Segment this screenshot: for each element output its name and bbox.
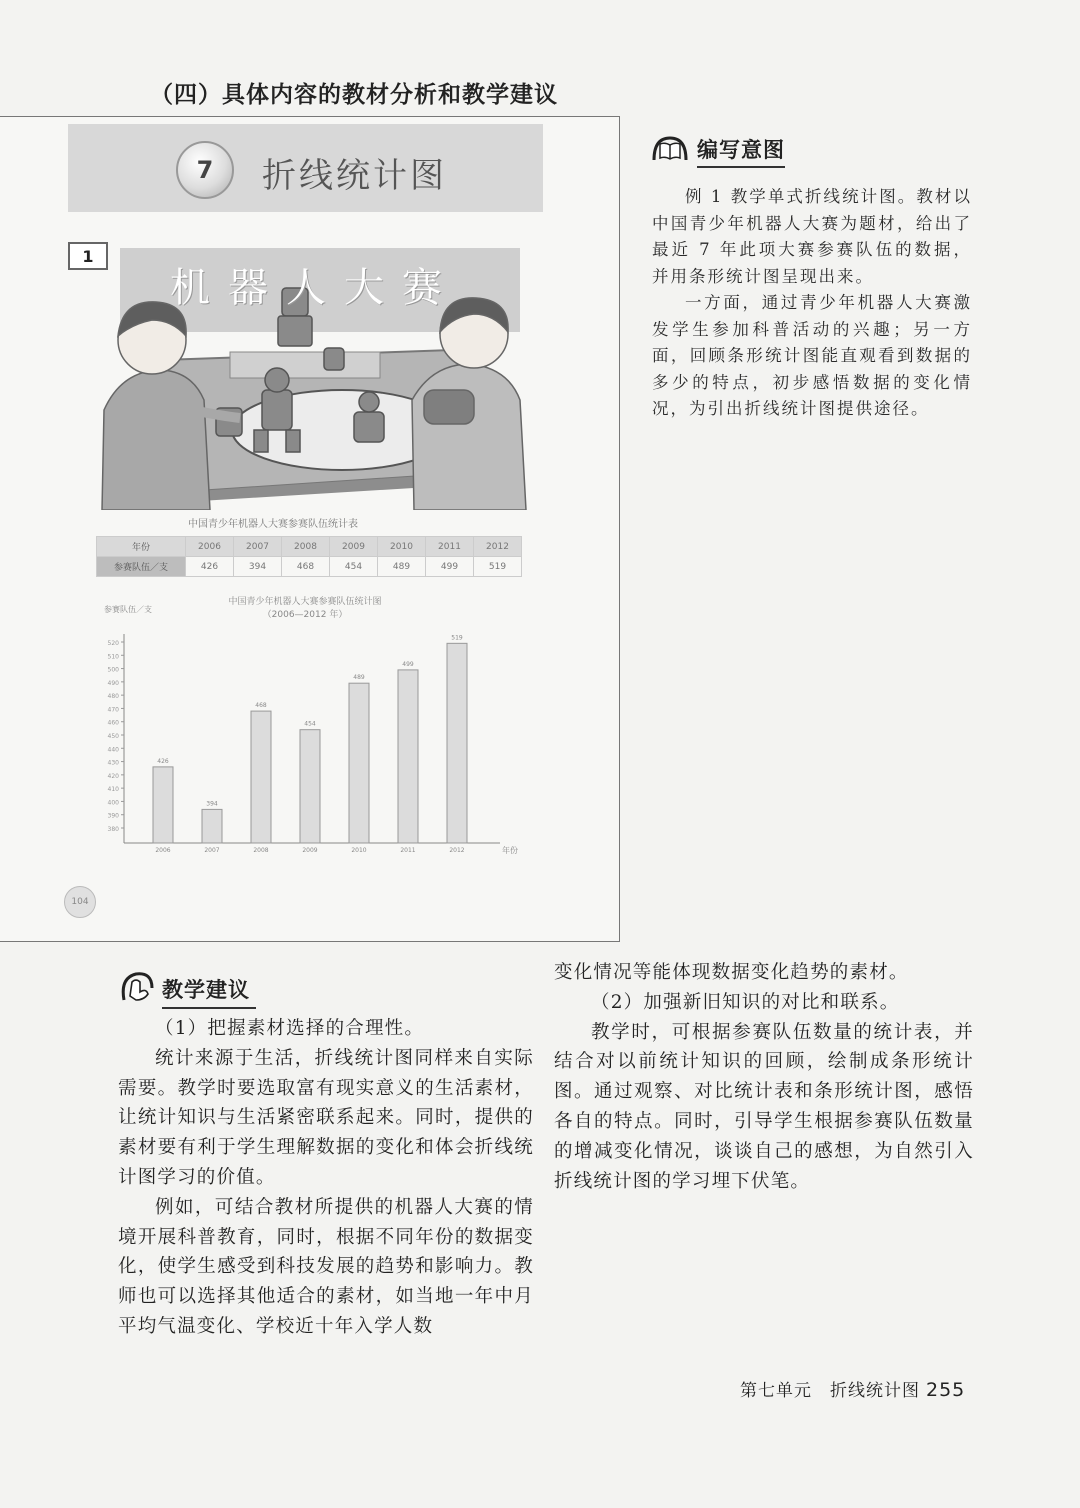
table-cell: 454 [330, 557, 378, 577]
x-axis-label: 年份 [502, 846, 518, 855]
example-number: 1 [68, 242, 108, 270]
y-tick-label: 390 [107, 812, 119, 820]
bar [300, 730, 320, 843]
note-paragraph: 例 1 教学单式折线统计图。教材以中国青少年机器人大赛为题材，给出了最近 7 年此项大赛参赛队伍的数据，并用条形统计图呈现出来。 [652, 187, 972, 286]
bar-data-label: 499 [402, 660, 414, 668]
y-tick-label: 430 [107, 759, 119, 767]
bar [202, 809, 222, 843]
chapter-title: 折线统计图 [262, 156, 447, 196]
section-heading: （四）具体内容的教材分析和教学建议 [150, 82, 558, 108]
book-icon [650, 134, 690, 164]
footer-unit-label: 第七单元 折线统计图 [740, 1381, 920, 1401]
y-tick-label: 490 [107, 679, 119, 687]
bar [153, 767, 173, 843]
y-tick-label: 520 [107, 640, 119, 647]
table-row-counts [97, 557, 522, 577]
bar [349, 683, 369, 843]
y-tick-label: 470 [107, 706, 119, 714]
table-header-count: 参赛队伍／支 [97, 557, 186, 577]
bar [398, 670, 418, 843]
x-tick-label: 2008 [253, 847, 269, 854]
y-tick-label: 380 [107, 826, 119, 833]
x-tick-label: 2012 [449, 847, 465, 854]
x-tick-label: 2007 [204, 847, 220, 854]
note-paragraph: 一方面，通过青少年机器人大赛激发学生参加科普活动的兴趣；另一方面，回顾条形统计图能直观看到数据的多少的特点，初步感悟数据的变化情况，为引出折线统计图提供途径。 [652, 293, 972, 418]
y-tick-label: 420 [107, 772, 119, 780]
bar-chart [100, 600, 520, 860]
x-tick-label: 2006 [155, 847, 171, 854]
y-tick-label: 480 [107, 693, 119, 701]
y-tick-label: 460 [107, 719, 119, 727]
note-title: 编写意图 [697, 134, 785, 168]
y-tick-label: 500 [107, 666, 119, 674]
advice-right-column [554, 958, 974, 1196]
y-tick-label: 440 [107, 746, 119, 754]
chart-title: 中国青少年机器人大赛参赛队伍统计图 [228, 597, 382, 607]
bar-data-label: 394 [206, 800, 218, 808]
y-axis-label: 参赛队伍／支 [104, 605, 152, 614]
x-tick-label: 2009 [302, 847, 318, 854]
table-cell: 468 [282, 557, 330, 577]
footer-page-number: 255 [926, 1379, 966, 1401]
advice-paragraph: 例如，可结合教材所提供的机器人大赛的情境开展科普教育，同时，根据不同年份的数据变化，使学生感受到科技发展的趋势和影响力。教师也可以选择其他适合的素材，如当地一年中月平均气温变化、学校近十年入学人数 [118, 1196, 534, 1337]
table-title: 中国青少年机器人大赛参赛队伍统计表 [188, 519, 358, 530]
table-cell: 519 [474, 557, 522, 577]
table-cell: 2007 [234, 537, 282, 557]
bar-data-label: 426 [157, 757, 169, 765]
y-tick-label: 510 [107, 653, 119, 661]
y-tick-label: 450 [107, 733, 119, 740]
advice-paragraph: 统计来源于生活，折线统计图同样来自实际需要。教学时要选取富有现实意义的生活素材，让统计知识与生活紧密联系起来。同时，提供的素材要有利于学生理解数据的变化和体会折线统计图学习的价值。 [118, 1047, 534, 1188]
advice-icon [118, 970, 156, 1004]
table-cell: 2012 [474, 537, 522, 557]
chapter-number-badge: 7 [176, 141, 234, 199]
x-tick-label: 2011 [400, 847, 416, 854]
advice-paragraph: （2）加强新旧知识的对比和联系。 [591, 991, 900, 1013]
contest-sign: 机器人大赛 [170, 265, 460, 311]
advice-title: 教学建议 [162, 974, 256, 1009]
bar [251, 711, 271, 843]
bar-data-label: 468 [255, 702, 267, 710]
y-tick-label: 400 [107, 799, 119, 807]
table-cell: 499 [426, 557, 474, 577]
textbook-page-number: 104 [64, 886, 96, 918]
table-cell: 394 [234, 557, 282, 577]
table-row-years [97, 537, 522, 557]
table-cell: 2009 [330, 537, 378, 557]
advice-left-column [118, 1014, 534, 1342]
table-header-year: 年份 [97, 537, 186, 557]
table-cell: 489 [378, 557, 426, 577]
bar-data-label: 454 [304, 720, 316, 728]
table-cell: 2006 [186, 537, 234, 557]
advice-paragraph: （1）把握素材选择的合理性。 [155, 1018, 425, 1039]
bar-data-label: 519 [451, 634, 463, 642]
note-body [652, 184, 972, 423]
advice-paragraph: 教学时，可根据参赛队伍数量的统计表，并结合对以前统计知识的回顾，绘制成条形统计图。通过观察、对比统计表和条形统计图，感悟各自的特点。同时，引导学生根据参赛队伍数量的增减变化情况，谈谈自己的感想，为自然引入折线统计图的学习埋下伏笔。 [554, 1021, 974, 1192]
y-tick-label: 410 [107, 786, 119, 794]
page-footer [740, 1376, 965, 1401]
bar [447, 643, 467, 843]
table-cell: 2011 [426, 537, 474, 557]
advice-paragraph: 变化情况等能体现数据变化趋势的素材。 [554, 962, 909, 983]
table-cell: 2008 [282, 537, 330, 557]
table-cell: 426 [186, 557, 234, 577]
team-count-table [96, 536, 522, 577]
table-cell: 2010 [378, 537, 426, 557]
x-tick-label: 2010 [351, 847, 367, 854]
bar-data-label: 489 [353, 674, 365, 682]
chart-subtitle: （2006—2012 年） [262, 610, 348, 620]
